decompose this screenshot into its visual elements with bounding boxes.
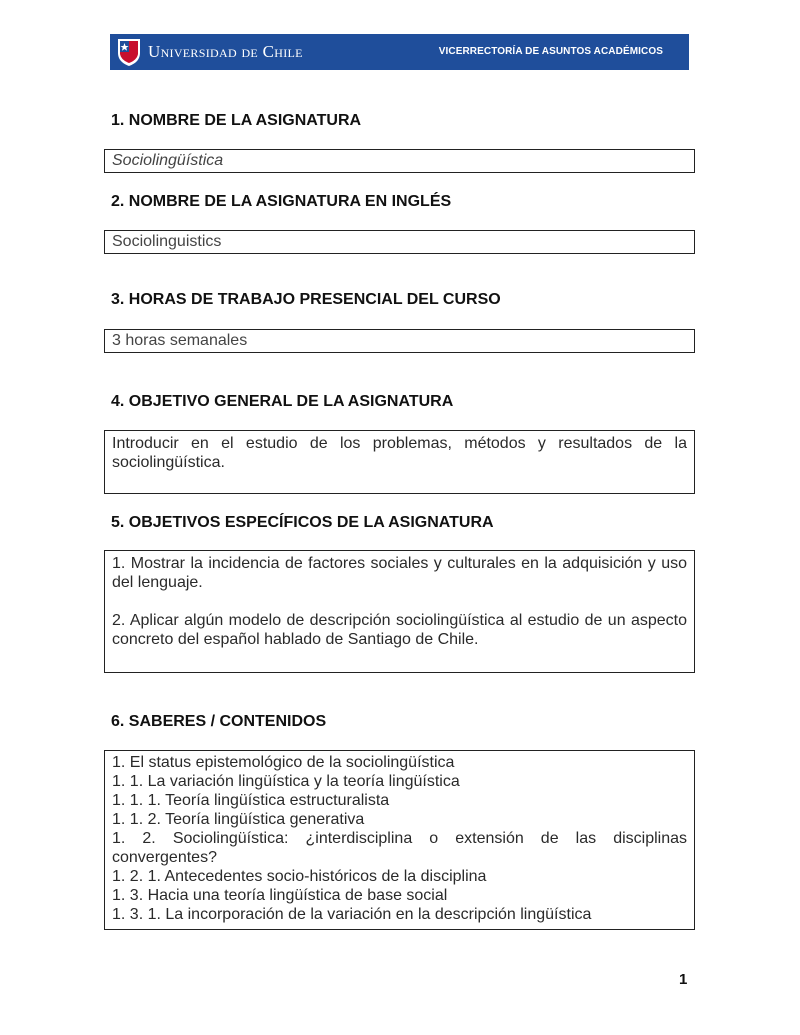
section-5-heading: 5. OBJETIVOS ESPECÍFICOS DE LA ASIGNATURA	[111, 514, 494, 531]
header-banner	[110, 34, 689, 70]
content-item: 1. 1. 1. Teoría lingüística estructuralista	[112, 792, 390, 809]
content-item: 1. El status epistemológico de la sociolingüística	[112, 754, 455, 771]
content-item: 1. 2. 1. Antecedentes socio-históricos de la disciplina	[112, 868, 487, 885]
section-5-box	[104, 550, 695, 673]
content-item: 1. 3. 1. La incorporación de la variación en la descripción lingüística	[112, 906, 592, 923]
section-1-heading: 1. NOMBRE DE LA ASIGNATURA	[111, 112, 362, 129]
section-4-box	[104, 430, 695, 494]
section-4-heading: 4. OBJETIVO GENERAL DE LA ASIGNATURA	[111, 393, 454, 410]
english-name-value: Sociolinguistics	[112, 233, 222, 250]
content-item: 1. 1. La variación lingüística y la teoría lingüística	[112, 773, 460, 790]
content-item: 1. 3. Hacia una teoría lingüística de base social	[112, 887, 448, 904]
section-2-box	[104, 230, 695, 254]
university-name: Universidad de Chile	[148, 42, 303, 61]
section-6-box	[104, 750, 695, 930]
section-3-box	[104, 329, 695, 353]
vicerrectoria-label: VICERRECTORÍA DE ASUNTOS ACADÉMICOS	[438, 46, 663, 57]
university-crest-icon	[116, 37, 142, 67]
content-item: 1. 1. 2. Teoría lingüística generativa	[112, 811, 365, 828]
page-number: 1	[679, 971, 688, 988]
hours-value: 3 horas semanales	[112, 332, 248, 349]
section-1-box	[104, 149, 695, 173]
general-objective-text: Introducir en el estudio de los problemas, métodos y resultados de la sociolingüística.	[112, 435, 687, 471]
section-3-heading: 3. HORAS DE TRABAJO PRESENCIAL DEL CURSO	[111, 291, 501, 308]
course-name-value: Sociolingüística	[112, 152, 224, 169]
section-6-heading: 6. SABERES / CONTENIDOS	[111, 713, 327, 730]
specific-objective-2: 2. Aplicar algún modelo de descripción sociolingüística al estudio de un aspecto concreto del español hablado de Santiago de Chile.	[112, 612, 687, 648]
specific-objective-1: 1. Mostrar la incidencia de factores sociales y culturales en la adquisición y uso del lenguaje.	[112, 555, 687, 591]
content-item: 1. 2. Sociolingüística: ¿interdisciplina o extensión de las disciplinas convergentes?	[112, 830, 687, 866]
section-2-heading: 2. NOMBRE DE LA ASIGNATURA EN INGLÉS	[111, 193, 452, 210]
